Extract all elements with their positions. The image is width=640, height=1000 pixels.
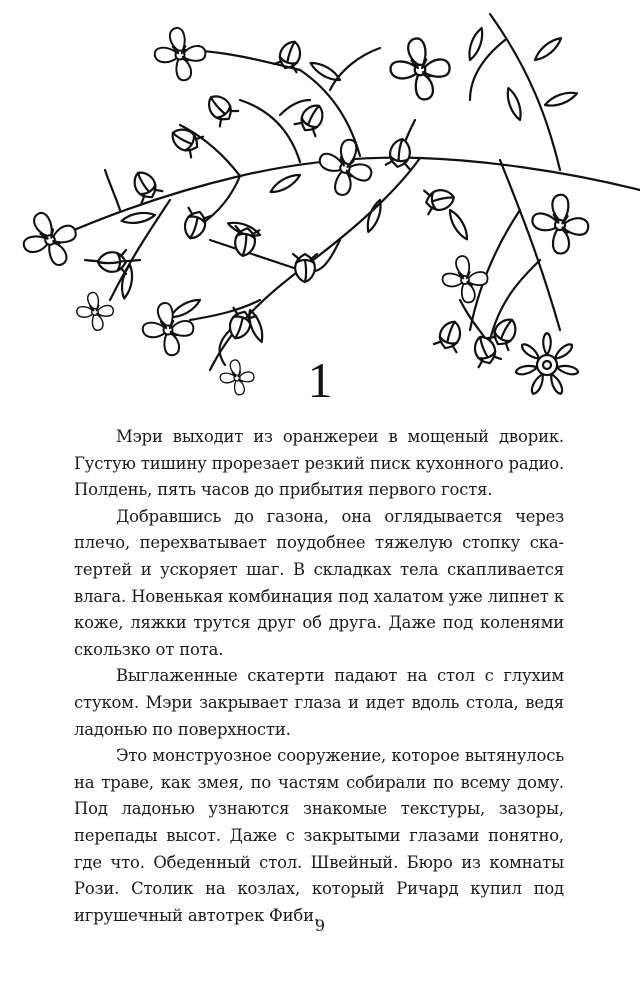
paragraph: Это монструозное сооружение, которое вытянулось на траве, как змея, по частям собирали по всему дому. Под ладонью узнаются знакомые текстуры, зазоры, перепады высот. Даже с закрытыми глазами понятно, где что. Обеденный стол. Швейный. Бюро из комнаты Рози. Столик на козлах, который Ричард купил под игрушечный автотрек Фиби. (74, 746, 564, 925)
chapter-number: 1 (307, 352, 333, 408)
body-text (74, 424, 564, 929)
paragraph: Добравшись до газона, она оглядывается через плечо, перехватывает поудобнее тяжелую стопку скатертей и ускоряет шаг. В складках тела скапливается влага. Новенькая комбинация под халатом уже липнет к коже, ляжки трутся друг об друга. Даже под коленями скользко от пота. (74, 506, 564, 659)
paragraph: Выглаженные скатерти падают на стол с глухим стуком. Мэри закрывает глаза и идет вдоль стола, ведя ладонью по поверхности. (74, 666, 564, 739)
page-number: 9 (314, 916, 326, 935)
paragraph: Мэри выходит из оранжереи в мощеный дворик. Густую тишину прорезает резкий писк кухонного радио. Полдень, пять часов до прибытия первого гостя. (74, 427, 564, 500)
floral-branch-icon (0, 0, 640, 410)
